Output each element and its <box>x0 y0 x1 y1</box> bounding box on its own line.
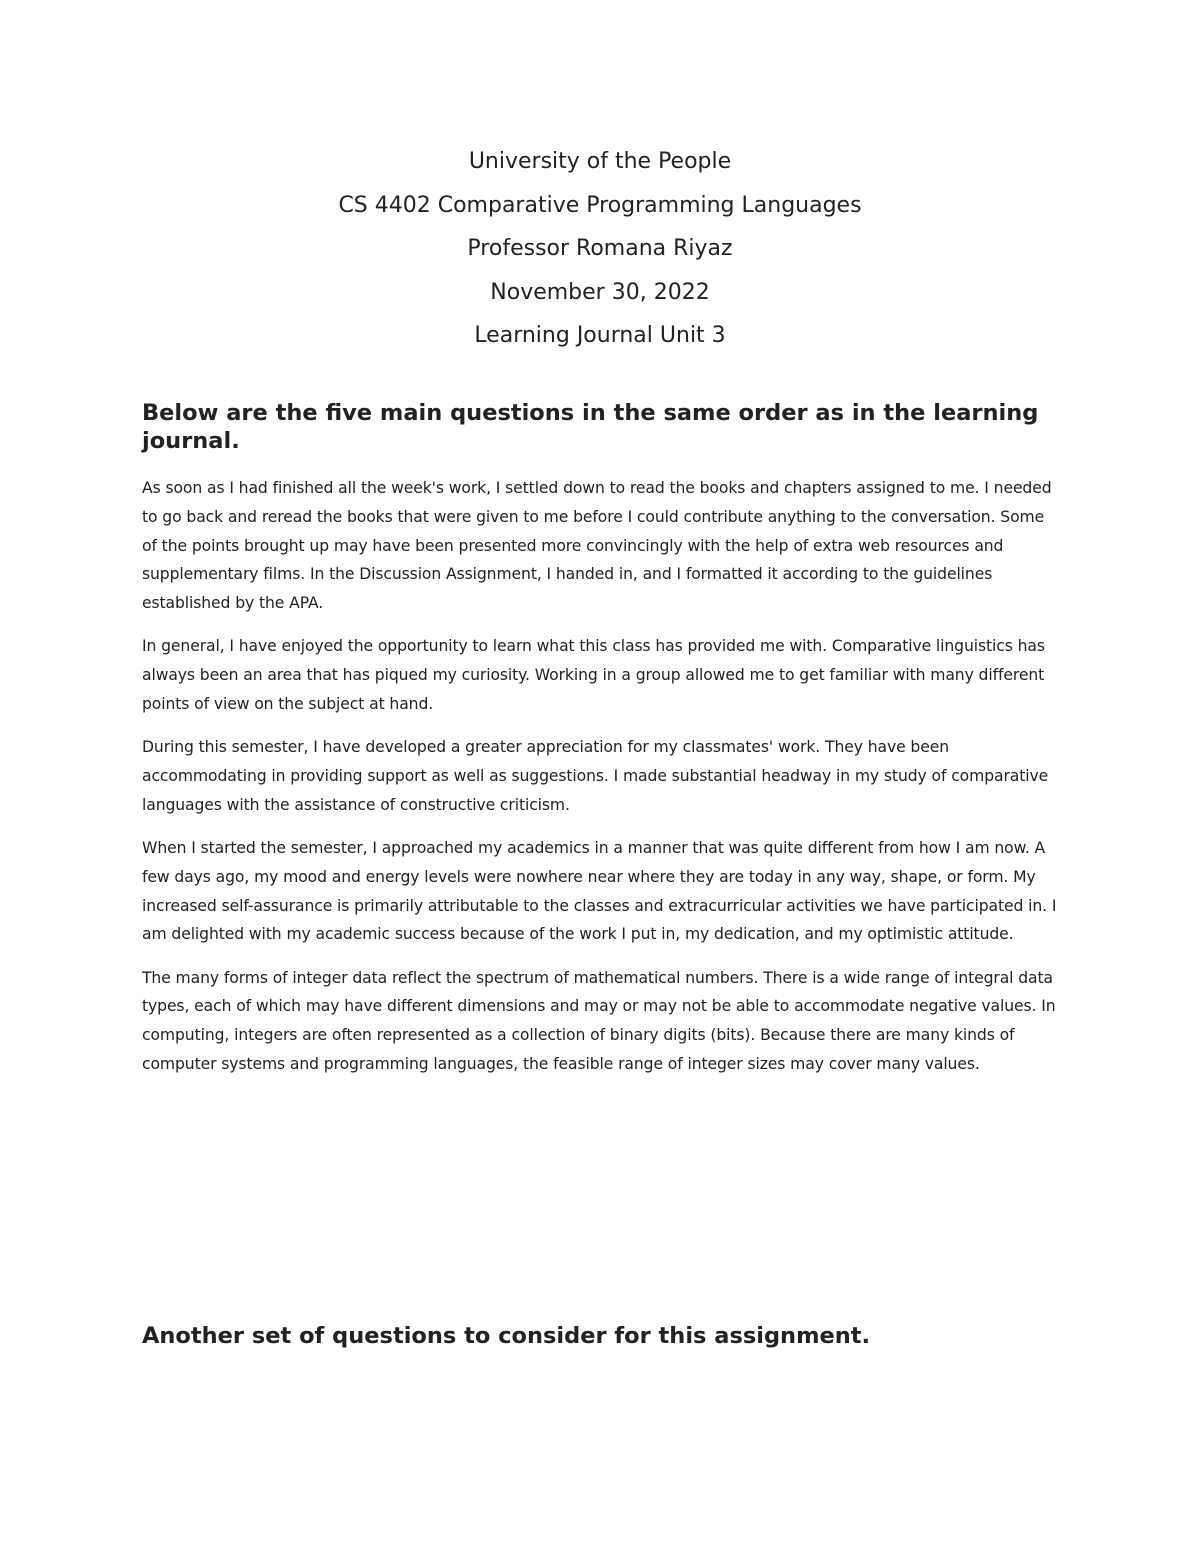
section-heading-another-set: Another set of questions to consider for this assignment. <box>142 1323 871 1349</box>
paragraph: The many forms of integer data reflect the spectrum of mathematical numbers. There is a wide range of integral data types, each of which may have different dimensions and may or may not be able to accommodate negative values. In computing, integers are often represented as a collection of binary digits (bits). Because there are many kinds of computer systems and programming languages, the feasible range of integer sizes may cover many values. <box>142 968 1056 1073</box>
title-block <box>0 140 1200 358</box>
paragraph: In general, I have enjoyed the opportunity to learn what this class has provided me with. Comparative linguistics has always been an area that has piqued my curiosity. Working in a group allowed me to get familiar with many different points of view on the subject at hand. <box>142 637 1045 713</box>
section-heading-main-questions: Below are the five main questions in the same order as in the learning journal. <box>142 400 1039 454</box>
assignment-title: Learning Journal Unit 3 <box>474 323 726 348</box>
institution-name: University of the People <box>468 149 732 174</box>
paragraph: As soon as I had finished all the week's work, I settled down to read the books and chapters assigned to me. I needed to go back and reread the books that were given to me before I could contribute anything to the conversation. Some of the points brought up may have been presented more convincingly with the help of extra web resources and supplementary films. In the Discussion Assignment, I handed in, and I formatted it according to the guidelines established by the APA. <box>142 479 1052 613</box>
professor-name: Professor Romana Riyaz <box>467 236 733 261</box>
paragraph: During this semester, I have developed a greater appreciation for my classmates' work. They have been accommodating in providing support as well as suggestions. I made substantial headway in my study of comparative languages with the assistance of constructive criticism. <box>142 738 1049 814</box>
submission-date: November 30, 2022 <box>490 279 710 305</box>
paragraph: When I started the semester, I approached my academics in a manner that was quite different from how I am now. A few days ago, my mood and energy levels were nowhere near where they are today in any way, shape, or form. My increased self-assurance is primarily attributable to the classes and extracurricular activities we have participated in. I am delighted with my academic success because of the work I put in, my dedication, and my optimistic attitude. <box>142 838 1057 944</box>
journal-body <box>142 474 1062 1093</box>
course-title: CS 4402 Comparative Programming Languages <box>338 192 862 218</box>
